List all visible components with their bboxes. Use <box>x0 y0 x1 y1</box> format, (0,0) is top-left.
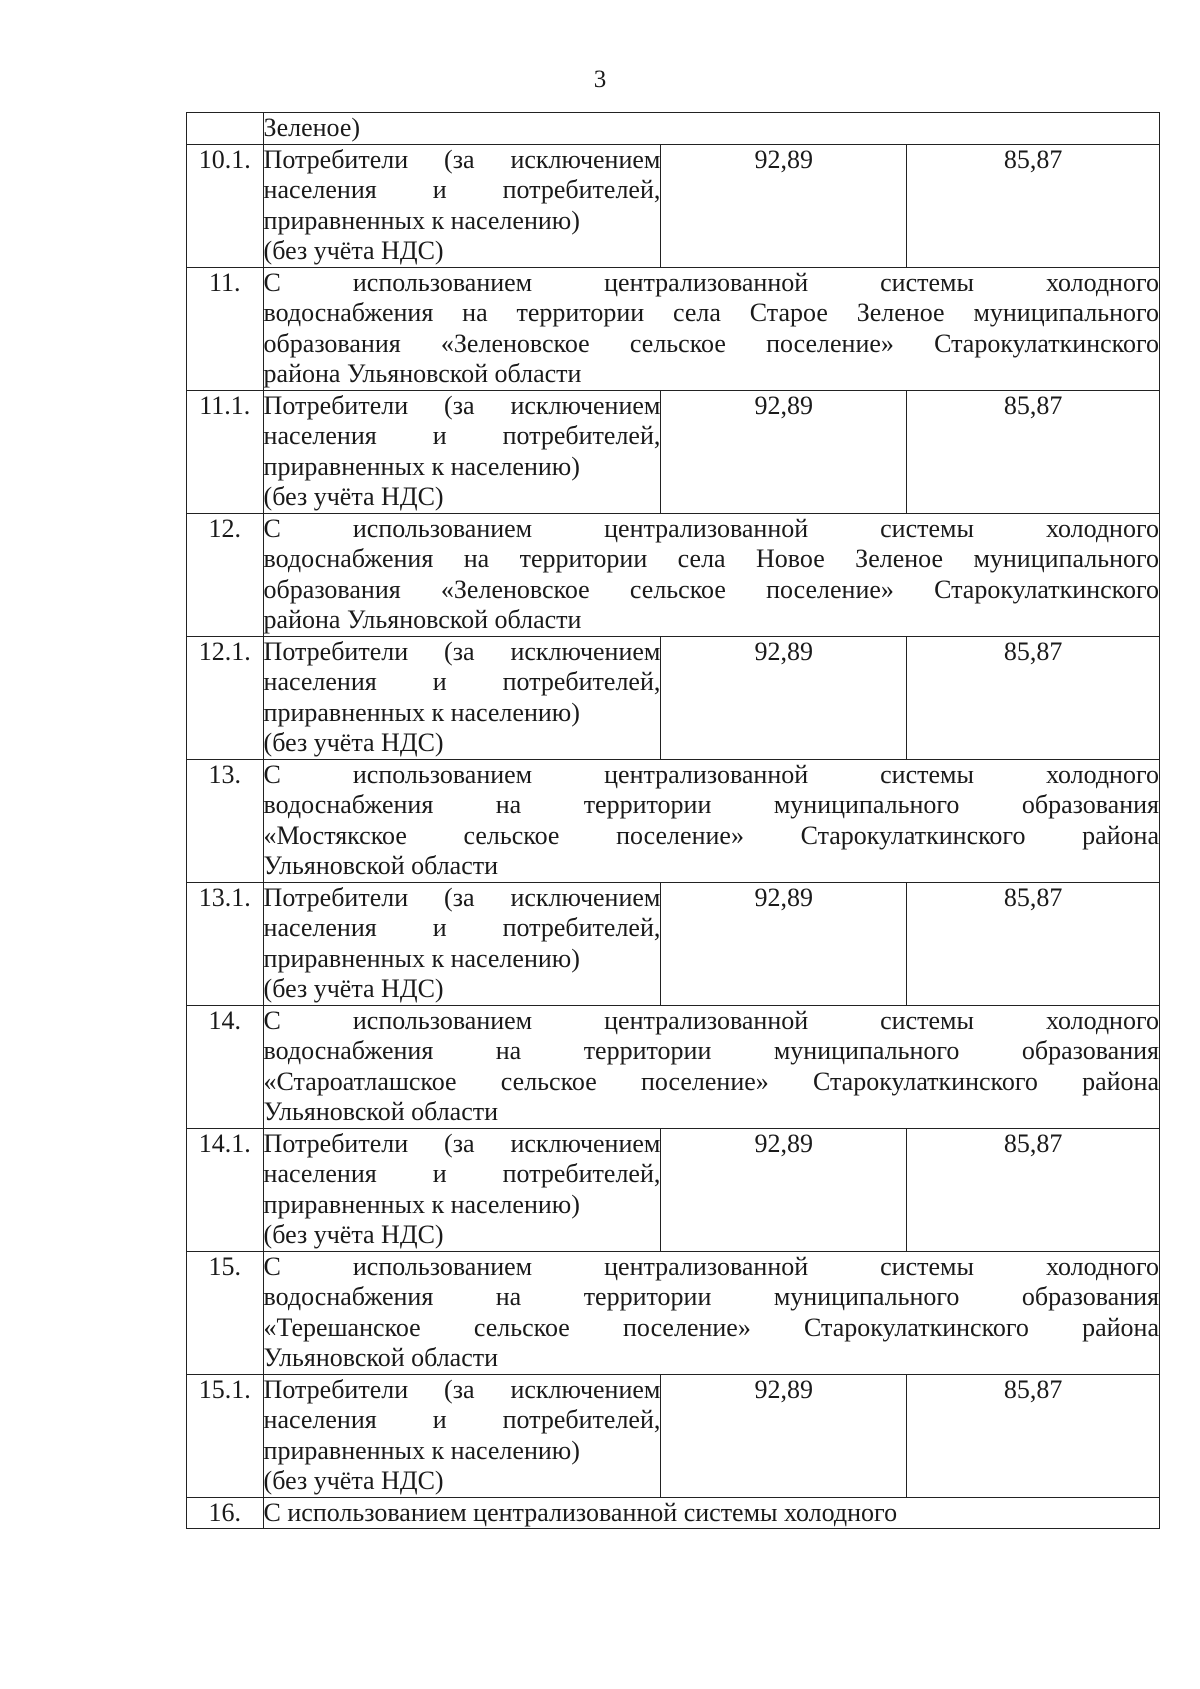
row-number: 10.1. <box>187 144 264 267</box>
text-line: С использованием централизованной системы холодного <box>263 1251 1159 1281</box>
row-number: 12.1. <box>187 636 264 759</box>
table-group-row <box>187 267 1160 390</box>
consumer-category <box>263 1374 661 1497</box>
text-line: Потребители (за исключением <box>263 390 661 420</box>
group-description <box>263 759 1159 882</box>
consumer-category <box>263 636 661 759</box>
text-line: Потребители (за исключением <box>263 636 661 666</box>
row-number: 14. <box>187 1005 264 1128</box>
tariff-table-body <box>187 113 1160 1529</box>
text-line: (без учёта НДС) <box>263 974 444 1003</box>
text-line: населения и потребителей, <box>263 421 661 450</box>
row-number <box>187 113 264 145</box>
group-description <box>263 1005 1159 1128</box>
tariff-value-2: 85,87 <box>907 144 1160 267</box>
text-line: «Староатлашское сельское поселение» Старокулаткинского района <box>263 1066 1159 1096</box>
group-description <box>263 1497 1159 1529</box>
text-line: водоснабжения на территории муниципального образования <box>263 790 1159 819</box>
text-line: «Мостякское сельское поселение» Старокулаткинского района <box>263 820 1159 850</box>
text-line: приравненных к населению) <box>263 451 580 481</box>
tariff-value-2: 85,87 <box>907 1374 1160 1497</box>
page-number: 3 <box>593 66 607 93</box>
text-line: С использованием централизованной системы холодного <box>263 759 1159 789</box>
text-line: (без учёта НДС) <box>263 482 444 511</box>
text-line: образования «Зеленовское сельское поселение» Старокулаткинского <box>263 574 1159 604</box>
text-line: населения и потребителей, <box>263 913 661 942</box>
tariff-value-2: 85,87 <box>907 390 1160 513</box>
row-number: 15.1. <box>187 1374 264 1497</box>
row-number: 15. <box>187 1251 264 1374</box>
table-group-row <box>187 1497 1160 1529</box>
table-group-row <box>187 513 1160 636</box>
text-line: водоснабжения на территории муниципального образования <box>263 1282 1159 1311</box>
consumer-category <box>263 882 661 1005</box>
text-line: водоснабжения на территории муниципального образования <box>263 1036 1159 1065</box>
consumer-category <box>263 1128 661 1251</box>
text-line: (без учёта НДС) <box>263 236 444 265</box>
consumer-category <box>263 144 661 267</box>
row-number: 12. <box>187 513 264 636</box>
row-number: 11. <box>187 267 264 390</box>
tariff-value-1: 92,89 <box>661 144 907 267</box>
text-line: Ульяновской области <box>263 1097 499 1126</box>
text-line: Зеленое) <box>263 113 361 142</box>
tariff-value-1: 92,89 <box>661 1374 907 1497</box>
text-line: приравненных к населению) <box>263 1435 580 1465</box>
text-line: Ульяновской области <box>263 851 499 880</box>
tariff-value-1: 92,89 <box>661 390 907 513</box>
table-row <box>187 390 1160 513</box>
group-description <box>263 513 1159 636</box>
tariff-table <box>186 112 1160 1529</box>
table-group-row <box>187 1005 1160 1128</box>
text-line: населения и потребителей, <box>263 1405 661 1434</box>
table-row <box>187 882 1160 1005</box>
text-line: С использованием централизованной системы холодного <box>263 513 1159 543</box>
consumer-category <box>263 390 661 513</box>
text-line: (без учёта НДС) <box>263 1466 444 1495</box>
text-line: приравненных к населению) <box>263 1189 580 1219</box>
table-group-row <box>187 759 1160 882</box>
tariff-value-1: 92,89 <box>661 882 907 1005</box>
table-row <box>187 636 1160 759</box>
text-line: населения и потребителей, <box>263 175 661 204</box>
text-line: (без учёта НДС) <box>263 1220 444 1249</box>
row-number: 11.1. <box>187 390 264 513</box>
table-group-row <box>187 113 1160 145</box>
text-line: «Терешанское сельское поселение» Старокулаткинского района <box>263 1312 1159 1342</box>
group-description <box>263 113 1159 145</box>
tariff-value-1: 92,89 <box>661 1128 907 1251</box>
text-line: С использованием централизованной системы холодного <box>263 1497 898 1527</box>
text-line: района Ульяновской области <box>263 605 582 634</box>
text-line: Потребители (за исключением <box>263 882 661 912</box>
row-number: 13.1. <box>187 882 264 1005</box>
group-description <box>263 267 1159 390</box>
tariff-value-2: 85,87 <box>907 882 1160 1005</box>
tariff-value-2: 85,87 <box>907 1128 1160 1251</box>
table-row <box>187 1374 1160 1497</box>
row-number: 14.1. <box>187 1128 264 1251</box>
text-line: приравненных к населению) <box>263 697 580 727</box>
text-line: водоснабжения на территории села Новое Зеленое муниципального <box>263 544 1159 573</box>
table-row <box>187 1128 1160 1251</box>
table-row <box>187 144 1160 267</box>
text-line: Ульяновской области <box>263 1343 499 1372</box>
text-line: населения и потребителей, <box>263 1159 661 1188</box>
text-line: приравненных к населению) <box>263 943 580 973</box>
text-line: (без учёта НДС) <box>263 728 444 757</box>
text-line: водоснабжения на территории села Старое Зеленое муниципального <box>263 298 1159 327</box>
text-line: образования «Зеленовское сельское поселение» Старокулаткинского <box>263 328 1159 358</box>
row-number: 13. <box>187 759 264 882</box>
group-description <box>263 1251 1159 1374</box>
text-line: Потребители (за исключением <box>263 1374 661 1404</box>
text-line: Потребители (за исключением <box>263 1128 661 1158</box>
text-line: района Ульяновской области <box>263 359 582 388</box>
text-line: С использованием централизованной системы холодного <box>263 1005 1159 1035</box>
tariff-value-2: 85,87 <box>907 636 1160 759</box>
text-line: населения и потребителей, <box>263 667 661 696</box>
table-group-row <box>187 1251 1160 1374</box>
text-line: приравненных к населению) <box>263 205 580 235</box>
text-line: Потребители (за исключением <box>263 144 661 174</box>
tariff-value-1: 92,89 <box>661 636 907 759</box>
row-number: 16. <box>187 1497 264 1529</box>
text-line: С использованием централизованной системы холодного <box>263 267 1159 297</box>
